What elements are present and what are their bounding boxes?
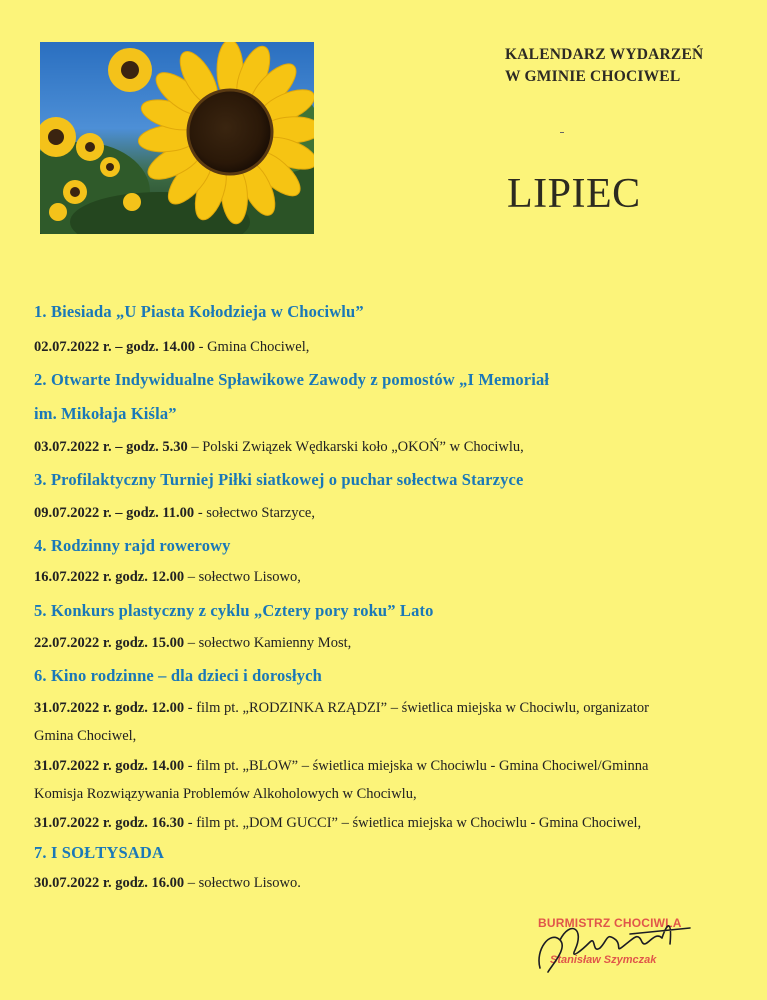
mayor-stamp bbox=[530, 910, 730, 980]
event-info: - film pt. „DOM GUCCI” – świetlica miejska w Chociwlu - Gmina Chociwel, bbox=[184, 815, 642, 831]
event-date: 03.07.2022 r. – godz. 5.30 bbox=[34, 439, 188, 455]
event-title: 1. Biesiada „U Piasta Kołodzieja w Chociwlu” bbox=[34, 302, 364, 321]
event-detail bbox=[34, 875, 301, 892]
event-detail bbox=[34, 700, 649, 717]
event-info: Komisja Rozwiązywania Problemów Alkoholowych w Chociwlu, bbox=[34, 786, 417, 802]
event-info: – sołectwo Kamienny Most, bbox=[184, 635, 352, 651]
scan-speck bbox=[560, 132, 564, 133]
event-detail bbox=[34, 815, 641, 832]
month-title: LIPIEC bbox=[507, 171, 641, 217]
event-title: 7. I SOŁTYSADA bbox=[34, 843, 165, 862]
event-info: Gmina Chociwel, bbox=[34, 728, 137, 744]
handwritten-signature bbox=[530, 910, 730, 980]
event-info: - film pt. „RODZINKA RZĄDZI” – świetlica miejska w Chociwlu, organizator bbox=[184, 700, 649, 716]
event-info: – sołectwo Lisowo, bbox=[184, 569, 301, 585]
event-detail bbox=[34, 635, 351, 652]
event-info: – sołectwo Lisowo. bbox=[184, 875, 301, 891]
event-detail bbox=[34, 339, 309, 356]
event-title: 6. Kino rodzinne – dla dzieci i dorosłych bbox=[34, 666, 322, 685]
event-info: – Polski Związek Wędkarski koło „OKOŃ” w Chociwlu, bbox=[187, 439, 524, 455]
calendar-heading bbox=[505, 44, 755, 88]
event-date: 09.07.2022 r. – godz. 11.00 bbox=[34, 505, 195, 521]
event-info: - sołectwo Starzyce, bbox=[194, 505, 315, 521]
event-detail bbox=[34, 569, 301, 586]
event-date: 31.07.2022 r. godz. 14.00 bbox=[34, 758, 185, 774]
heading-line-1: KALENDARZ WYDARZEŃ bbox=[505, 46, 704, 63]
event-date: 31.07.2022 r. godz. 16.30 bbox=[34, 815, 185, 831]
event-info: - Gmina Chociwel, bbox=[194, 339, 310, 355]
event-title: 5. Konkurs plastyczny z cyklu „Cztery pory roku” Lato bbox=[34, 601, 434, 620]
event-date: 02.07.2022 r. – godz. 14.00 bbox=[34, 339, 195, 355]
event-title-continued: im. Mikołaja Kiśla” bbox=[34, 404, 177, 423]
event-detail bbox=[34, 505, 315, 522]
event-date: 16.07.2022 r. godz. 12.00 bbox=[34, 569, 185, 585]
event-detail-continued bbox=[34, 786, 417, 803]
event-detail bbox=[34, 758, 648, 775]
stamp-title: BURMISTRZ CHOCIWLA bbox=[538, 916, 682, 930]
heading-line-2: W GMINIE CHOCIWEL bbox=[505, 68, 681, 85]
sunflower-photo bbox=[40, 42, 314, 234]
event-title: 2. Otwarte Indywidualne Spławikowe Zawody z pomostów „I Memoriał bbox=[34, 370, 550, 389]
event-title: 4. Rodzinny rajd rowerowy bbox=[34, 536, 231, 555]
event-detail bbox=[34, 439, 524, 456]
event-info: - film pt. „BLOW” – świetlica miejska w Chociwlu - Gmina Chociwel/Gminna bbox=[184, 758, 649, 774]
event-title: 3. Profilaktyczny Turniej Piłki siatkowej o puchar sołectwa Starzyce bbox=[34, 470, 524, 489]
event-date: 31.07.2022 r. godz. 12.00 bbox=[34, 700, 185, 716]
stamp-name: Stanisław Szymczak bbox=[550, 954, 657, 966]
event-date: 30.07.2022 r. godz. 16.00 bbox=[34, 875, 185, 891]
event-detail-continued bbox=[34, 728, 136, 745]
event-date: 22.07.2022 r. godz. 15.00 bbox=[34, 635, 185, 651]
